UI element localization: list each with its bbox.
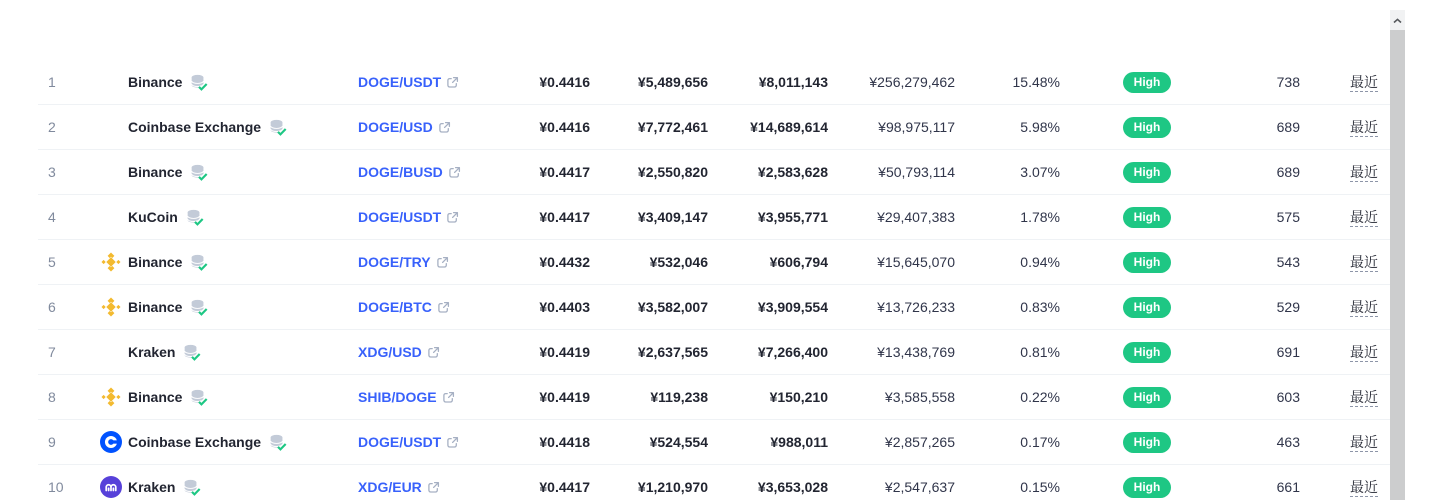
confidence-count: 463 [1276, 434, 1300, 450]
updated-recently-link[interactable]: 最近 [1350, 434, 1378, 450]
market-row [38, 105, 1390, 150]
binance-logo-icon [99, 250, 123, 274]
liquidity-badge: High [1123, 207, 1172, 228]
exchange-cell[interactable] [86, 205, 350, 229]
volume-24h-value: ¥13,726,233 [877, 299, 955, 315]
updated-recently-link[interactable]: 最近 [1350, 209, 1378, 225]
pair-cell [350, 344, 462, 360]
binance-logo-icon [99, 295, 123, 319]
confidence-count: 661 [1276, 479, 1300, 495]
confidence-count: 689 [1276, 164, 1300, 180]
price-value: ¥0.4416 [539, 74, 590, 90]
price-value: ¥0.4416 [539, 119, 590, 135]
verified-reserves-icon [189, 73, 208, 92]
depth-minus2-value: ¥3,653,028 [757, 479, 828, 495]
rank-number: 7 [48, 344, 56, 360]
external-link-icon[interactable] [438, 121, 451, 134]
verified-reserves-icon [189, 388, 208, 407]
updated-recently-link[interactable]: 最近 [1350, 254, 1378, 270]
volume-percent-value: 15.48% [1012, 74, 1060, 90]
price-value: ¥0.4417 [539, 479, 590, 495]
external-link-icon[interactable] [446, 76, 459, 89]
pair-link[interactable]: XDG/EUR [358, 479, 422, 495]
depth-plus2-value: ¥119,238 [650, 389, 708, 405]
volume-percent-value: 1.78% [1020, 209, 1060, 225]
exchange-cell[interactable] [86, 430, 350, 454]
liquidity-badge: High [1123, 387, 1172, 408]
pair-cell [350, 479, 462, 495]
exchange-name[interactable]: Coinbase Exchange [128, 119, 262, 135]
price-value: ¥0.4432 [539, 254, 590, 270]
pair-link[interactable]: SHIB/DOGE [358, 389, 437, 405]
pair-link[interactable]: DOGE/BUSD [358, 164, 443, 180]
updated-recently-link[interactable]: 最近 [1350, 164, 1378, 180]
verified-reserves-icon [182, 478, 201, 497]
pair-link[interactable]: DOGE/USDT [358, 434, 442, 450]
depth-plus2-value: ¥5,489,656 [637, 74, 708, 90]
depth-plus2-value: ¥3,582,007 [637, 299, 708, 315]
exchange-cell[interactable] [86, 115, 350, 139]
liquidity-badge: High [1123, 432, 1172, 453]
pair-cell [350, 299, 462, 315]
exchange-logo-placeholder [99, 115, 123, 139]
depth-plus2-value: ¥2,637,565 [637, 344, 708, 360]
volume-percent-value: 0.17% [1020, 434, 1060, 450]
updated-recently-link[interactable]: 最近 [1350, 299, 1378, 315]
exchange-name[interactable]: KuCoin [128, 209, 178, 225]
volume-24h-value: ¥13,438,769 [877, 344, 955, 360]
volume-percent-value: 0.22% [1020, 389, 1060, 405]
market-row [38, 150, 1390, 195]
updated-recently-link[interactable]: 最近 [1350, 74, 1378, 90]
market-row [38, 420, 1390, 465]
volume-percent-value: 0.94% [1020, 254, 1060, 270]
pair-link[interactable]: DOGE/USDT [358, 74, 442, 90]
liquidity-badge: High [1123, 162, 1172, 183]
liquidity-badge: High [1123, 342, 1172, 363]
liquidity-badge: High [1123, 252, 1172, 273]
confidence-count: 529 [1276, 299, 1300, 315]
exchange-name[interactable]: Binance [128, 299, 183, 315]
pair-cell [350, 164, 462, 180]
external-link-icon[interactable] [427, 481, 440, 494]
pair-cell [350, 254, 462, 270]
pair-cell [350, 434, 462, 450]
volume-24h-value: ¥2,857,265 [884, 434, 955, 450]
exchange-logo-placeholder [99, 205, 123, 229]
verified-reserves-icon [189, 298, 208, 317]
market-row [38, 285, 1390, 330]
binance-logo-icon [99, 385, 123, 409]
volume-24h-value: ¥15,645,070 [877, 254, 955, 270]
rank-number: 5 [48, 254, 56, 270]
verified-reserves-icon [189, 253, 208, 272]
pair-link[interactable]: XDG/USD [358, 344, 422, 360]
depth-plus2-value: ¥532,046 [649, 254, 708, 270]
exchange-logo-placeholder [99, 70, 123, 94]
exchange-name[interactable]: Binance [128, 164, 183, 180]
depth-minus2-value: ¥988,011 [770, 434, 828, 450]
confidence-count: 738 [1276, 74, 1300, 90]
volume-percent-value: 0.15% [1020, 479, 1060, 495]
exchange-cell[interactable] [86, 385, 350, 409]
liquidity-badge: High [1123, 477, 1172, 498]
external-link-icon[interactable] [437, 301, 450, 314]
external-link-icon[interactable] [446, 436, 459, 449]
liquidity-badge: High [1123, 72, 1172, 93]
exchange-cell[interactable] [86, 340, 350, 364]
external-link-icon[interactable] [442, 391, 455, 404]
exchange-name[interactable]: Kraken [128, 479, 176, 495]
pair-cell [350, 119, 462, 135]
depth-minus2-value: ¥14,689,614 [750, 119, 828, 135]
depth-plus2-value: ¥524,554 [649, 434, 708, 450]
exchange-cell[interactable] [86, 70, 350, 94]
price-value: ¥0.4419 [539, 344, 590, 360]
exchange-cell[interactable] [86, 160, 350, 184]
pair-link[interactable]: DOGE/BTC [358, 299, 432, 315]
exchange-name[interactable]: Binance [128, 254, 183, 270]
volume-percent-value: 3.07% [1020, 164, 1060, 180]
chevron-up-icon [1393, 11, 1402, 29]
price-value: ¥0.4417 [539, 164, 590, 180]
volume-percent-value: 5.98% [1020, 119, 1060, 135]
volume-24h-value: ¥256,279,462 [869, 74, 955, 90]
pair-link[interactable]: DOGE/USDT [358, 209, 442, 225]
depth-plus2-value: ¥7,772,461 [637, 119, 708, 135]
exchange-cell[interactable] [86, 295, 350, 319]
exchange-name[interactable]: Coinbase Exchange [128, 434, 262, 450]
scroll-up-button[interactable] [1390, 10, 1405, 30]
rank-number: 8 [48, 389, 56, 405]
kraken-logo-icon [99, 475, 123, 499]
confidence-count: 543 [1276, 254, 1300, 270]
confidence-count: 689 [1276, 119, 1300, 135]
markets-table [38, 60, 1390, 500]
liquidity-badge: High [1123, 117, 1172, 138]
updated-recently-link[interactable]: 最近 [1350, 479, 1378, 495]
depth-minus2-value: ¥3,955,771 [757, 209, 828, 225]
volume-24h-value: ¥2,547,637 [884, 479, 955, 495]
pair-cell [350, 209, 462, 225]
price-value: ¥0.4417 [539, 209, 590, 225]
rank-number: 2 [48, 119, 56, 135]
price-value: ¥0.4419 [539, 389, 590, 405]
verified-reserves-icon [268, 433, 287, 452]
verified-reserves-icon [189, 163, 208, 182]
exchange-cell[interactable] [86, 475, 350, 499]
pair-cell [350, 389, 462, 405]
depth-plus2-value: ¥3,409,147 [637, 209, 708, 225]
exchange-logo-placeholder [99, 340, 123, 364]
liquidity-badge: High [1123, 297, 1172, 318]
pair-cell [350, 74, 462, 90]
confidence-count: 575 [1276, 209, 1300, 225]
depth-minus2-value: ¥2,583,628 [757, 164, 828, 180]
rank-number: 10 [48, 479, 64, 495]
market-row [38, 195, 1390, 240]
verified-reserves-icon [182, 343, 201, 362]
confidence-count: 691 [1276, 344, 1300, 360]
pair-link[interactable]: DOGE/USD [358, 119, 433, 135]
rank-number: 9 [48, 434, 56, 450]
depth-minus2-value: ¥3,909,554 [757, 299, 828, 315]
pair-link[interactable]: DOGE/TRY [358, 254, 431, 270]
exchange-logo-placeholder [99, 160, 123, 184]
exchange-name[interactable]: Binance [128, 74, 183, 90]
exchange-name[interactable]: Kraken [128, 344, 176, 360]
external-link-icon[interactable] [448, 166, 461, 179]
volume-24h-value: ¥98,975,117 [878, 119, 955, 135]
scrollbar-thumb[interactable] [1390, 30, 1405, 500]
vertical-scrollbar[interactable] [1390, 0, 1405, 500]
rank-number: 4 [48, 209, 56, 225]
depth-minus2-value: ¥606,794 [769, 254, 828, 270]
market-row [38, 375, 1390, 420]
depth-plus2-value: ¥2,550,820 [637, 164, 708, 180]
volume-percent-value: 0.83% [1020, 299, 1060, 315]
updated-recently-link[interactable]: 最近 [1350, 344, 1378, 360]
volume-percent-value: 0.81% [1020, 344, 1060, 360]
rank-number: 1 [48, 74, 56, 90]
price-value: ¥0.4418 [539, 434, 590, 450]
depth-minus2-value: ¥150,210 [769, 389, 828, 405]
volume-24h-value: ¥50,793,114 [878, 164, 955, 180]
exchange-cell[interactable] [86, 250, 350, 274]
coinbase-logo-icon [99, 430, 123, 454]
market-row [38, 465, 1390, 500]
market-row [38, 240, 1390, 285]
depth-plus2-value: ¥1,210,970 [637, 479, 708, 495]
depth-minus2-value: ¥8,011,143 [758, 74, 828, 90]
depth-minus2-value: ¥7,266,400 [757, 344, 828, 360]
market-row [38, 60, 1390, 105]
volume-24h-value: ¥29,407,383 [877, 209, 955, 225]
external-link-icon[interactable] [436, 256, 449, 269]
rank-number: 3 [48, 164, 56, 180]
exchange-name[interactable]: Binance [128, 389, 183, 405]
price-value: ¥0.4403 [539, 299, 590, 315]
updated-recently-link[interactable]: 最近 [1350, 389, 1378, 405]
external-link-icon[interactable] [446, 211, 459, 224]
market-row [38, 330, 1390, 375]
verified-reserves-icon [185, 208, 204, 227]
confidence-count: 603 [1276, 389, 1300, 405]
rank-number: 6 [48, 299, 56, 315]
volume-24h-value: ¥3,585,558 [884, 389, 955, 405]
external-link-icon[interactable] [427, 346, 440, 359]
updated-recently-link[interactable]: 最近 [1350, 119, 1378, 135]
verified-reserves-icon [268, 118, 287, 137]
